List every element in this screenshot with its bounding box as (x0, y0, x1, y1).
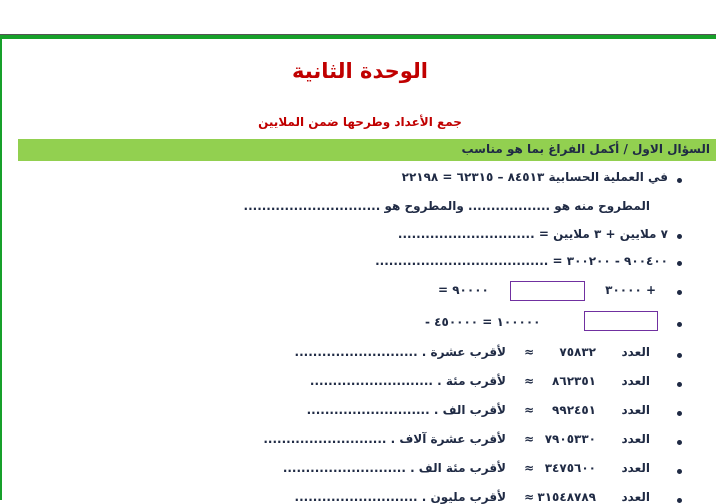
rounding-approx: ≈ (523, 490, 534, 504)
bullet-2 (677, 234, 682, 239)
rounding-target: لأقرب مليون . ........................... (294, 490, 506, 504)
rounding-approx: ≈ (523, 403, 534, 417)
operation-line: في العملية الحسابية ٨٤٥١٣ – ٦٢٣١٥ = ٢٢١٩٨ (401, 170, 668, 184)
minuend-subtrahend-line: المطروح منه هو .................. والمطروح هو .............................. (243, 199, 650, 213)
rounding-bullet (677, 440, 682, 445)
worksheet-page (0, 35, 716, 504)
rounding-number: ٩٩٢٤٥١ (552, 403, 596, 417)
rounding-number: ٧٩٠٥٣٣٠ (544, 432, 596, 446)
millions-line: ٧ ملايين + ٣ ملايين = .............................. (397, 227, 668, 241)
answer-box-2[interactable] (584, 311, 658, 331)
rounding-word: العدد (621, 403, 650, 417)
add-right-text: + ٣٠٠٠٠ (605, 283, 656, 297)
rounding-target: لأقرب مئة . ........................... (309, 374, 506, 388)
page-subtitle: جمع الأعداد وطرحها ضمن الملايين (258, 115, 462, 129)
rounding-target: لأقرب الف . ........................... (306, 403, 506, 417)
question-bar (18, 139, 716, 161)
rounding-number: ٧٥٨٣٢ (559, 345, 596, 359)
rounding-word: العدد (621, 374, 650, 388)
rounding-bullet (677, 353, 682, 358)
rounding-word: العدد (621, 461, 650, 475)
rounding-word: العدد (621, 490, 650, 504)
rounding-target: لأقرب عشرة . ........................... (294, 345, 506, 359)
rounding-approx: ≈ (523, 345, 534, 359)
rounding-word: العدد (621, 345, 650, 359)
bullet-3 (677, 261, 682, 266)
rounding-bullet (677, 411, 682, 416)
bullet-4 (677, 290, 682, 295)
rounding-bullet (677, 469, 682, 474)
sub-left-text: ١٠٠٠٠٠ = ٤٥٠٠٠٠ - (425, 315, 541, 329)
rounding-bullet (677, 382, 682, 387)
rounding-bullet (677, 498, 682, 503)
rounding-target: لأقرب عشرة آلاف . ........................... (263, 432, 506, 446)
answer-box-1[interactable] (510, 281, 585, 301)
bullet-1 (677, 178, 682, 183)
rounding-word: العدد (621, 432, 650, 446)
rounding-approx: ≈ (523, 461, 534, 475)
rounding-approx: ≈ (523, 432, 534, 446)
subtraction-line: ٩٠٠٤٠٠ - ٣٠٠٢٠٠ = ...................................... (375, 254, 668, 268)
page-title: الوحدة الثانية (292, 59, 428, 83)
rounding-target: لأقرب مئة الف . ........................... (282, 461, 506, 475)
top-border (0, 0, 716, 35)
bullet-5 (677, 322, 682, 327)
question-label: السؤال الاول / أكمل الفراغ بما هو مناسب (461, 142, 710, 156)
rounding-approx: ≈ (523, 374, 534, 388)
rounding-number: ٣١٥٤٨٧٨٩ (537, 490, 596, 504)
add-left-text: ٩٠٠٠٠ = (438, 283, 489, 297)
rounding-number: ٨٦٢٣٥١ (552, 374, 596, 388)
rounding-number: ٣٤٧٥٦٠٠ (544, 461, 596, 475)
